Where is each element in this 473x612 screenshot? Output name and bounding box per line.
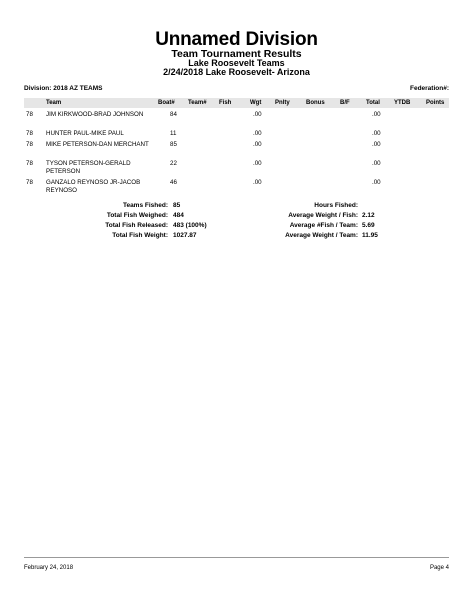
col-header-bf: B/F (340, 100, 350, 106)
boat-cell: 22 (170, 160, 177, 167)
wgt-cell: .00 (253, 111, 262, 118)
total-cell: .00 (372, 160, 381, 167)
team-cell: TYSON PETERSON-GERALD PETERSON (46, 160, 131, 175)
avg-weight-team-label: Average Weight / Team: (285, 232, 358, 239)
boat-cell: 84 (170, 111, 177, 118)
team-cell: MIKE PETERSON-DAN MERCHANT (46, 141, 149, 148)
hours-fished-label: Hours Fished: (314, 202, 358, 209)
total-cell: .00 (372, 179, 381, 186)
total-fish-weight-label: Total Fish Weight: (112, 232, 168, 239)
boat-cell: 85 (170, 141, 177, 148)
division-title: Unnamed Division (155, 29, 318, 50)
col-header-boat: Boat# (158, 100, 175, 106)
col-header-team: Team (46, 100, 62, 106)
team-cell: JIM KIRKWOOD-BRAD JOHNSON (46, 111, 144, 118)
wgt-cell: .00 (253, 179, 262, 186)
total-fish-released-value: 483 (100%) (173, 222, 207, 229)
division-label: Division: 2018 AZ TEAMS (24, 85, 103, 92)
event-title: 2/24/2018 Lake Roosevelt- Arizona (163, 67, 310, 77)
col-header-pnlty: Pnlty (275, 100, 290, 106)
total-cell: .00 (372, 111, 381, 118)
lake-name: Lake Roosevelt Teams (188, 58, 285, 68)
team-cell: GANZALO REYNOSO JR-JACOB REYNOSO (46, 179, 141, 194)
place-cell: 78 (26, 111, 33, 118)
place-cell: 78 (26, 141, 33, 148)
col-header-wgt: Wgt (250, 100, 262, 106)
footer-date: February 24, 2018 (24, 565, 74, 571)
total-fish-weight-value: 1027.87 (173, 232, 197, 239)
col-header-bonus: Bonus (306, 100, 325, 106)
teams-fished-value: 85 (173, 202, 181, 209)
col-header-total: Total (366, 100, 380, 106)
total-cell: .00 (372, 141, 381, 148)
place-cell: 78 (26, 160, 33, 167)
table-header (24, 98, 449, 108)
place-cell: 78 (26, 130, 33, 137)
tournament-summary (0, 203, 473, 253)
avg-weight-fish-label: Average Weight / Fish: (288, 212, 358, 219)
federation-label: Federation#: (409, 85, 449, 92)
avg-fish-team-value: 5.69 (362, 222, 375, 229)
boat-cell: 46 (170, 179, 177, 186)
footer-divider (24, 557, 449, 558)
place-cell: 78 (26, 179, 33, 186)
col-header-team-number: Team# (188, 100, 207, 106)
report-subtitle: Team Tournament Results (171, 48, 302, 60)
col-header-ytdb: YTDB (394, 100, 411, 106)
col-header-fish: Fish (219, 100, 232, 106)
total-cell: .00 (372, 130, 381, 137)
wgt-cell: .00 (253, 130, 262, 137)
wgt-cell: .00 (253, 160, 262, 167)
total-fish-released-label: Total Fish Released: (105, 222, 168, 229)
team-cell: HUNTER PAUL-MIKE PAUL (46, 130, 124, 137)
footer-page-number: Page 4 (429, 565, 449, 571)
total-fish-weighed-label: Total Fish Weighed: (106, 212, 168, 219)
teams-fished-label: Teams Fished: (122, 202, 168, 209)
boat-cell: 11 (170, 130, 177, 137)
wgt-cell: .00 (253, 141, 262, 148)
total-fish-weighed-value: 484 (173, 212, 184, 219)
avg-weight-fish-value: 2.12 (362, 212, 375, 219)
avg-weight-team-value: 11.95 (362, 232, 378, 239)
avg-fish-team-label: Average #Fish / Team: (289, 222, 358, 229)
col-header-points: Points (426, 100, 445, 106)
